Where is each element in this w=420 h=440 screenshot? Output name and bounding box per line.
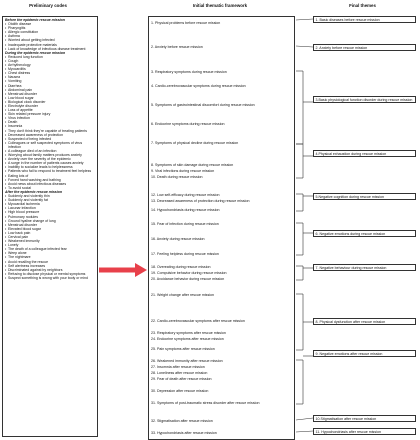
code-item: • Vomiting — [5, 79, 95, 83]
code-item: • Suddenly and violently thin — [5, 194, 95, 198]
header-initial-framework: Initial thematic framework — [192, 3, 248, 8]
code-item: • Virus infection — [5, 116, 95, 120]
connector-line — [296, 19, 313, 20]
code-item: • Skin related pressure injury — [5, 112, 95, 116]
code-item: • Pulmonary nodules — [5, 215, 95, 219]
code-item: • Lonely — [5, 243, 95, 247]
final-theme-box: 7. Negative behaviour during rescue mission — [313, 264, 416, 271]
framework-item: 22. Cardio-cerebrovascular symptoms after rescue mission — [151, 319, 245, 323]
framework-item: 24. Endocrine symptoms after rescue mission — [151, 337, 224, 341]
framework-item: 16. Anxiety during rescue mission — [151, 237, 205, 241]
code-item: • Decreased awareness of protection — [5, 133, 95, 137]
code-item: • Cervical pain — [5, 235, 95, 239]
code-item: • Suddenly and violently fat — [5, 198, 95, 202]
framework-item: 33. Hypochondriasis after rescue mission — [151, 431, 217, 435]
code-item: • Forced hand washing and bathing — [5, 178, 95, 182]
code-item: • Anxiety over the severity of the epidemic — [5, 157, 95, 161]
code-item: • Myocardial ischemia — [5, 202, 95, 206]
framework-item: 8. Symptoms of skin damage during rescue mission — [151, 163, 234, 167]
code-section-heading: After the epidemic rescue mission — [5, 189, 62, 194]
code-item: • Menstrual disorder — [5, 223, 95, 227]
framework-item: 20. Avoidance behavior during rescue mission — [151, 277, 225, 281]
framework-item: 17. Feeling helpless during rescue mission — [151, 252, 219, 256]
connector-line — [296, 431, 313, 432]
framework-item: 31. Symptoms of post-traumatic stress disorder after rescue mission — [151, 401, 260, 405]
framework-item: 4. Cardio-cerebrovascular symptoms during rescue mission — [151, 84, 246, 88]
framework-item: 27. Insomnia after rescue mission — [151, 365, 205, 369]
final-theme-box: 1. Basic diseases before rescue mission — [313, 16, 416, 23]
final-theme-box: 9. Negative emotions after rescue mission — [313, 350, 416, 357]
code-item: • Arrhythmology — [5, 63, 95, 67]
code-item: • Diarrhea — [5, 84, 95, 88]
code-item: • Ground hyaline change of lung — [5, 219, 95, 223]
code-item: • Refusing to disclose physical or mental symptoms — [5, 272, 95, 276]
code-item: • Colleagues or self suspected symptoms of virus infection — [5, 141, 95, 149]
framework-item: 15. Fear of infection during rescue mission — [151, 222, 219, 226]
code-item: • Low back pain — [5, 231, 95, 235]
code-item: • Asthma — [5, 34, 95, 38]
code-item: • A colleague died of an infection — [5, 149, 95, 153]
framework-item: 5. Symptoms of gastrointestinal discomfort during rescue mission — [151, 103, 255, 107]
framework-item: 29. Fear of death after rescue mission — [151, 377, 212, 381]
framework-item: 9. Viral infections during rescue mission — [151, 169, 215, 173]
final-theme-box: 2. Anxiety before rescue mission — [313, 44, 416, 51]
header-preliminary-codes: Preliminary codes — [29, 3, 67, 8]
code-item: • Cough — [5, 59, 95, 63]
code-section-heading: During the epidemic rescue mission — [5, 50, 66, 55]
code-item: • Allergic constitution — [5, 30, 95, 34]
final-theme-box: 5.Negative cognition during rescue mission — [313, 193, 416, 200]
code-item: • Discriminated against by neighbors — [5, 268, 95, 272]
framework-item: 18. Overeating during rescue mission — [151, 265, 211, 269]
final-theme-box: 11. Hypochondriasis after rescue mission — [313, 428, 416, 435]
code-item: • High blood pressure — [5, 210, 95, 214]
code-item: • They don't think they're capable of treating patients — [5, 129, 95, 133]
code-item: • Inability to socialize leads to helplessness — [5, 165, 95, 169]
framework-item: 2. Anxiety before rescue mission — [151, 45, 203, 49]
code-item: • Worried about getting infected — [5, 38, 95, 42]
framework-item: 1. Physical problems before rescue mission — [151, 21, 221, 25]
code-item: • Low blood sugar — [5, 96, 95, 100]
code-item: • Avoid news about infectious diseases — [5, 182, 95, 186]
code-item: • Inadequate protective materials — [5, 43, 95, 47]
framework-item: 32. Stigmatisation after rescue mission — [151, 419, 213, 423]
final-theme-box: 10.Stigmatisation after rescue mission — [313, 415, 416, 422]
code-item: • Menstrual disorder — [5, 92, 95, 96]
final-theme-box: 4.Physical exhaustion during rescue mission — [313, 150, 416, 157]
right-arrow-icon — [99, 263, 147, 277]
framework-item: 26. Weakened immunity after rescue mission — [151, 359, 223, 363]
code-item: • Patients who fail to respond to treatment feel helpless — [5, 169, 95, 173]
code-item: • Nausea — [5, 75, 95, 79]
code-item: • Insomnia — [5, 124, 95, 128]
connector-line — [296, 46, 313, 47]
framework-item: 13. Decreased awareness of protection during rescue mission — [151, 199, 250, 203]
framework-item: 21. Weight change after rescue mission — [151, 293, 215, 297]
framework-item: 28. Loneliness after rescue mission — [151, 371, 208, 375]
framework-item: 14. Hypochondriasis during rescue mission — [151, 208, 220, 212]
final-theme-box: 8. Physical dysfunction after rescue mission — [313, 318, 416, 325]
code-item: • Avoid recalling the rescue — [5, 260, 95, 264]
framework-item: 19. Compulsive behavior during rescue mission — [151, 271, 227, 275]
code-item: • A surge in the number of patients causes anxiety — [5, 161, 95, 165]
final-theme-box: 3.Basic physiological function disorder during rescue mission — [313, 96, 416, 103]
header-final-themes: Final themes — [349, 3, 376, 8]
code-item: • Eating lots of — [5, 174, 95, 178]
code-item: • Suspected of being infected — [5, 137, 95, 141]
framework-item: 3. Respiratory symptoms during rescue mission — [151, 70, 227, 74]
code-item: • Weep alone — [5, 251, 95, 255]
code-item: • Lack of knowledge of infectious disease treatment — [5, 47, 95, 51]
code-item: • Self alertness increases — [5, 264, 95, 268]
connector-line — [296, 418, 313, 420]
code-item: • Loss of appetite — [5, 108, 95, 112]
code-item: • Chest distress — [5, 71, 95, 75]
framework-item: 23. Respiratory symptoms after rescue mission — [151, 331, 226, 335]
final-theme-box: 6. Negative emotions during rescue mission — [313, 230, 416, 237]
code-item: • Suspect something is wrong with your body or mind — [5, 276, 95, 280]
code-item: • Reduced lung function — [5, 55, 95, 59]
code-item: • Pharyngitis — [5, 26, 95, 30]
code-item: • Worrying about family matters produces anxiety — [5, 153, 95, 157]
code-item: • The death of a colleague infected fear — [5, 247, 95, 251]
code-item: • Death — [5, 120, 95, 124]
framework-item: 30. Depression after rescue mission — [151, 389, 209, 393]
code-item: • Elevated blood sugar — [5, 227, 95, 231]
code-item: • Otolith disease — [5, 22, 95, 26]
framework-item: 10. Death during rescue mission — [151, 175, 203, 179]
framework-item: 12. Low self-efficacy during rescue mission — [151, 193, 220, 197]
code-item: • Myocarditis — [5, 67, 95, 71]
framework-item: 7. Symptoms of physical decline during rescue mission — [151, 141, 239, 145]
code-item: • To avoid social — [5, 186, 95, 190]
framework-item: 6. Endocrine symptoms during rescue mission — [151, 122, 225, 126]
code-section-heading: Before the epidemic rescue mission — [5, 18, 65, 22]
code-item: • Biological clock disorder — [5, 100, 95, 104]
framework-item: 25. Pain symptoms after rescue mission — [151, 347, 215, 351]
code-item: • Abdominal pain — [5, 88, 95, 92]
code-item: • Lacunar infarction — [5, 206, 95, 210]
code-item: • Electrolyte disorder — [5, 104, 95, 108]
code-item: • Weakened immunity — [5, 239, 95, 243]
code-item: • The nightmare — [5, 255, 95, 259]
